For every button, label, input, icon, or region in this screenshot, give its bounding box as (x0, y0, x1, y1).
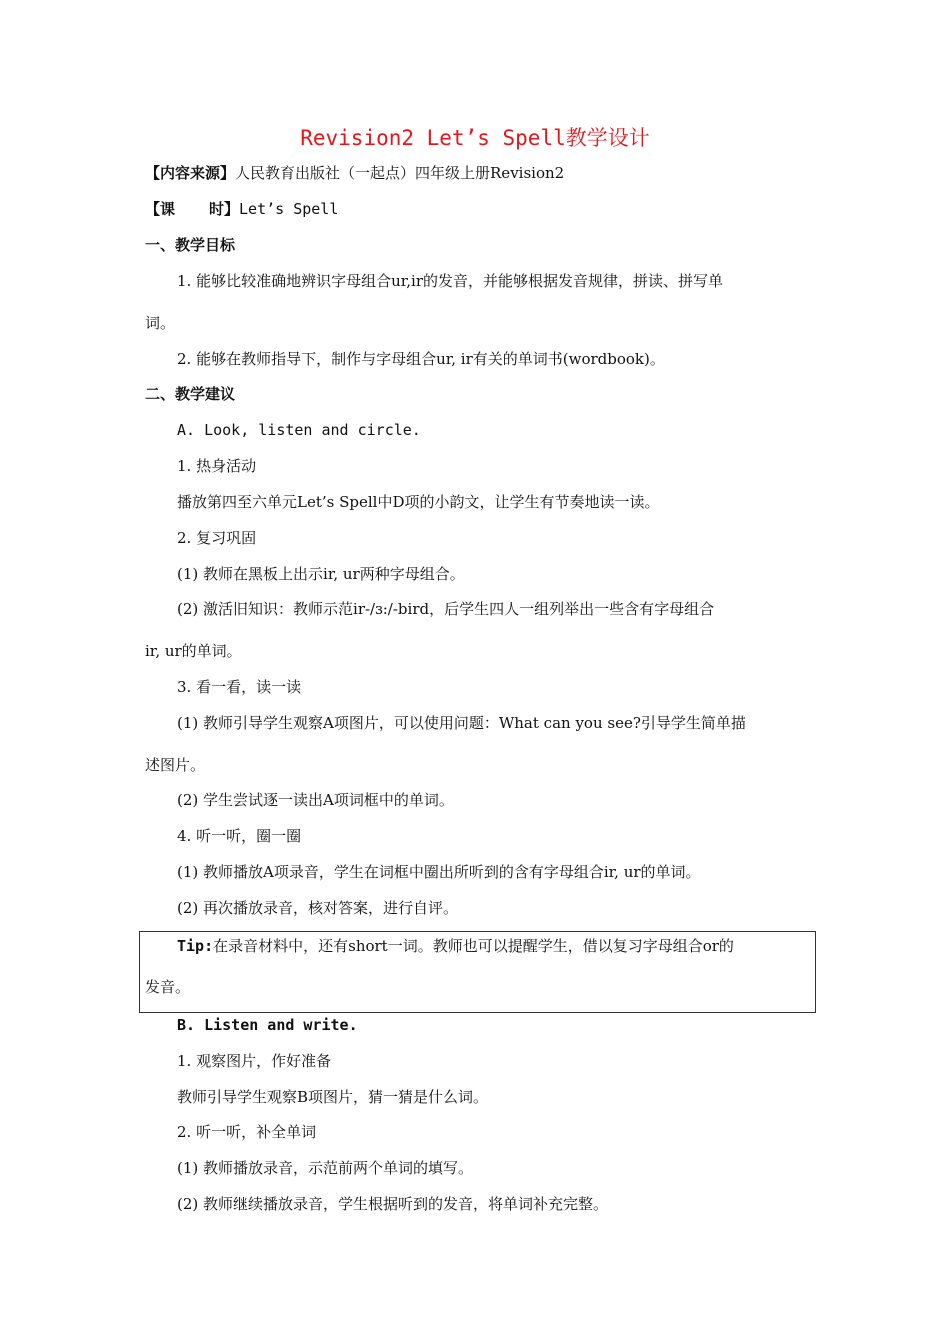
step-2-title: 2. 复习巩固 (177, 529, 257, 547)
part-b-title: B. Listen and write. (177, 1016, 358, 1034)
document-title: Revision2 Let’s Spell教学设计 (300, 126, 650, 150)
b-step-2-item-2: (2) 教师继续播放录音，学生根据听到的发音，将单词补充完整。 (177, 1195, 609, 1213)
step-4-item-2: (2) 再次播放录音，核对答案，进行自评。 (177, 899, 459, 917)
period-label-b: 时】 (209, 200, 240, 218)
goal-1-line-a: 1. 能够比较准确地辨识字母组合ur,ir的发音，并能够根据发音规律，拼读、拼写单 (177, 272, 724, 290)
advice-heading: 二、教学建议 (145, 385, 236, 403)
step-3-title: 3. 看一看，读一读 (177, 678, 302, 696)
tip-line-a (177, 936, 734, 956)
tip-label: Tip: (177, 937, 214, 955)
source-value: 人民教育出版社（一起点）四年级上册Revision2 (235, 164, 565, 182)
step-4-title: 4. 听一听，圈一圈 (177, 827, 302, 845)
step-2-item-1: (1) 教师在黑板上出示ir, ur两种字母组合。 (177, 565, 465, 583)
goals-heading: 一、教学目标 (145, 236, 236, 254)
source-label: 【内容来源】 (145, 164, 236, 182)
step-2-item-2-b: ir, ur的单词。 (145, 642, 242, 660)
goal-2: 2. 能够在教师指导下，制作与字母组合ur, ir有关的单词书(wordbook)。 (177, 350, 665, 368)
source-line (145, 163, 564, 183)
tip-text-b: 发音。 (145, 978, 191, 996)
step-4-item-1: (1) 教师播放A项录音，学生在词框中圈出所听到的含有字母组合ir, ur的单词。 (177, 863, 701, 881)
step-3-item-2: (2) 学生尝试逐一读出A项词框中的单词。 (177, 791, 454, 809)
period-value: Let’s Spell (239, 200, 339, 218)
b-step-2-title: 2. 听一听，补全单词 (177, 1123, 317, 1141)
part-a-title: A. Look, listen and circle. (177, 421, 421, 439)
b-step-2-item-1: (1) 教师播放录音，示范前两个单词的填写。 (177, 1159, 474, 1177)
b-step-1-title: 1. 观察图片，作好准备 (177, 1052, 332, 1070)
step-2-item-2-a: (2) 激活旧知识：教师示范ir-/ɜ:/-bird，后学生四人一组列举出一些含有字母组合 (177, 600, 715, 618)
period-line (145, 199, 338, 219)
step-1-title: 1. 热身活动 (177, 457, 257, 475)
goal-1-line-b: 词。 (145, 314, 176, 332)
step-1-text: 播放第四至六单元Let’s Spell中D项的小韵文，让学生有节奏地读一读。 (177, 493, 660, 511)
tip-text-a: 在录音材料中，还有short一词。教师也可以提醒学生，借以复习字母组合or的 (213, 937, 734, 955)
step-3-item-1-b: 述图片。 (145, 756, 206, 774)
period-label-a: 【课 (145, 200, 176, 218)
step-3-item-1-a: (1) 教师引导学生观察A项图片，可以使用问题：What can you see?引导学生简单描 (177, 714, 746, 732)
b-step-1-text: 教师引导学生观察B项图片，猜一猜是什么词。 (177, 1088, 489, 1106)
